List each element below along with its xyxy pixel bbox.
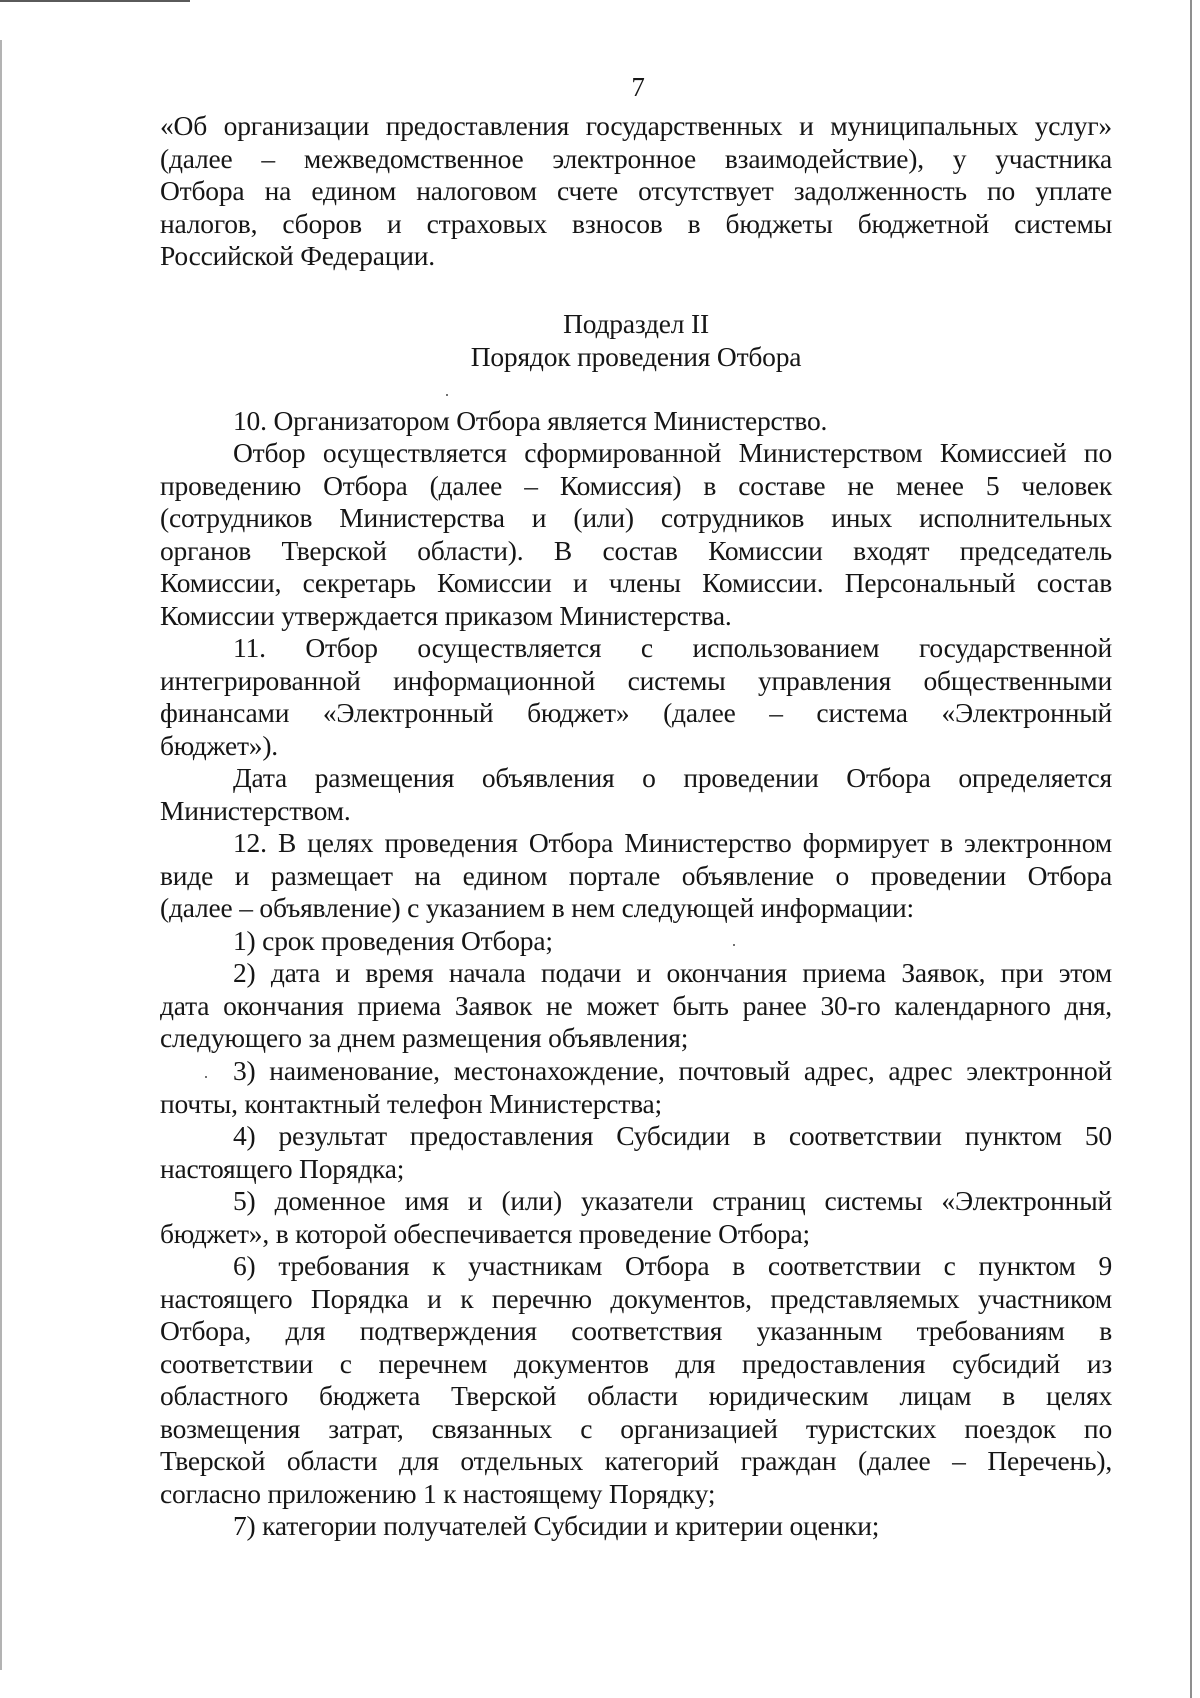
- text-line: (сотрудников Министерства и (или) сотрудников иных исполнительных: [160, 502, 1112, 533]
- text-line: Отбора на едином налоговом счете отсутствует задолженность по уплате: [160, 175, 1112, 206]
- text-line: Российской Федерации.: [160, 240, 435, 271]
- scan-edge-left: [0, 40, 2, 1670]
- scan-edge-right: [1190, 0, 1192, 1698]
- text-line: Тверской области для отдельных категорий граждан (далее – Перечень),: [160, 1445, 1112, 1476]
- paragraph-11: [160, 632, 1112, 762]
- scan-speck: [446, 394, 448, 396]
- text-line: Комиссии утверждается приказом Министерства.: [160, 599, 732, 631]
- text-line: Комиссии, секретарь Комиссии и члены Комиссии. Персональный состав: [160, 567, 1112, 598]
- subsection-subtitle: Порядок проведения Отбора: [470, 341, 802, 372]
- text-line: интегрированной информационной системы управления общественными: [160, 664, 1112, 696]
- list-item-7: [160, 1510, 1112, 1543]
- text-line: дата окончания приема Заявок не может быть ранее 30-го календарного дня,: [160, 989, 1112, 1021]
- subsection-title: Подраздел II: [563, 308, 709, 339]
- text-line: 12. В целях проведения Отбора Министерство формирует в электронном: [233, 827, 1112, 858]
- text-line: «Об организации предоставления государственных и муниципальных услуг»: [160, 110, 1112, 141]
- list-item-6: [160, 1250, 1112, 1510]
- text-line: Отбор осуществляется сформированной Министерством Комиссией по: [233, 437, 1112, 468]
- text-line: соответствии с перечнем документов для предоставления субсидий из: [160, 1347, 1112, 1379]
- text-line: проведению Отбора (далее – Комиссия) в составе не менее 5 человек: [160, 469, 1112, 501]
- text-line: почты, контактный телефон Министерства;: [160, 1087, 662, 1119]
- text-line: органов Тверской области). В состав Комиссии входят председатель: [160, 534, 1112, 566]
- list-item-2: [160, 957, 1112, 1055]
- paragraph-12: [160, 827, 1112, 925]
- text-line: настоящего Порядка;: [160, 1152, 405, 1184]
- text-line: Министерством.: [160, 794, 351, 826]
- text-line: 2) дата и время начала подачи и окончания приема Заявок, при этом: [233, 957, 1112, 988]
- text-line: 5) доменное имя и (или) указатели страниц системы «Электронный: [233, 1185, 1112, 1216]
- text-line: 11. Отбор осуществляется с использованием государственной: [233, 632, 1112, 663]
- text-line: Дата размещения объявления о проведении Отбора определяется: [233, 762, 1112, 793]
- text-line: возмещения затрат, связанных с организацией туристских поездок по: [160, 1412, 1112, 1444]
- text-line: виде и размещает на едином портале объявление о проведении Отбора: [160, 859, 1112, 891]
- paragraph-11-date: [160, 762, 1112, 827]
- text-line: Отбора, для подтверждения соответствия указанным требованиям в: [160, 1315, 1112, 1346]
- intro-paragraph: [160, 110, 1112, 273]
- text-line: финансами «Электронный бюджет» (далее – система «Электронный: [160, 697, 1112, 728]
- text-line: следующего за днем размещения объявления;: [160, 1022, 689, 1053]
- page-number: 7: [631, 72, 645, 102]
- list-item-4: [160, 1120, 1112, 1185]
- text-line: настоящего Порядка и к перечню документов, представляемых участником: [160, 1282, 1112, 1314]
- text-line: 3) наименование, местонахождение, почтовый адрес, адрес электронной: [233, 1055, 1112, 1086]
- text-line: 1) срок проведения Отбора;: [233, 925, 553, 956]
- text-line: 7) категории получателей Субсидии и критерии оценки;: [233, 1510, 880, 1541]
- list-item-5: [160, 1185, 1112, 1250]
- text-line: 10. Организатором Отбора является Министерство.: [233, 405, 828, 436]
- list-item-3: [160, 1055, 1112, 1120]
- text-line: налогов, сборов и страховых взносов в бюджеты бюджетной системы: [160, 207, 1112, 239]
- text-line: (далее – объявление) с указанием в нем следующей информации:: [160, 892, 914, 923]
- paragraph-10-commission: [160, 437, 1112, 632]
- text-line: бюджет»).: [160, 729, 278, 761]
- paragraph-10: [160, 405, 1112, 438]
- scan-edge-top: [0, 0, 190, 2]
- text-line: 4) результат предоставления Субсидии в соответствии пунктом 50: [233, 1120, 1112, 1151]
- text-line: 6) требования к участникам Отбора в соответствии с пунктом 9: [233, 1250, 1112, 1281]
- text-line: согласно приложению 1 к настоящему Порядку;: [160, 1477, 716, 1509]
- text-line: (далее – межведомственное электронное взаимодействие), у участника: [160, 142, 1112, 174]
- text-line: областного бюджета Тверской области юридическим лицам в целях: [160, 1380, 1112, 1411]
- list-item-1: [160, 925, 1112, 958]
- text-line: бюджет», в которой обеспечивается проведение Отбора;: [160, 1217, 810, 1249]
